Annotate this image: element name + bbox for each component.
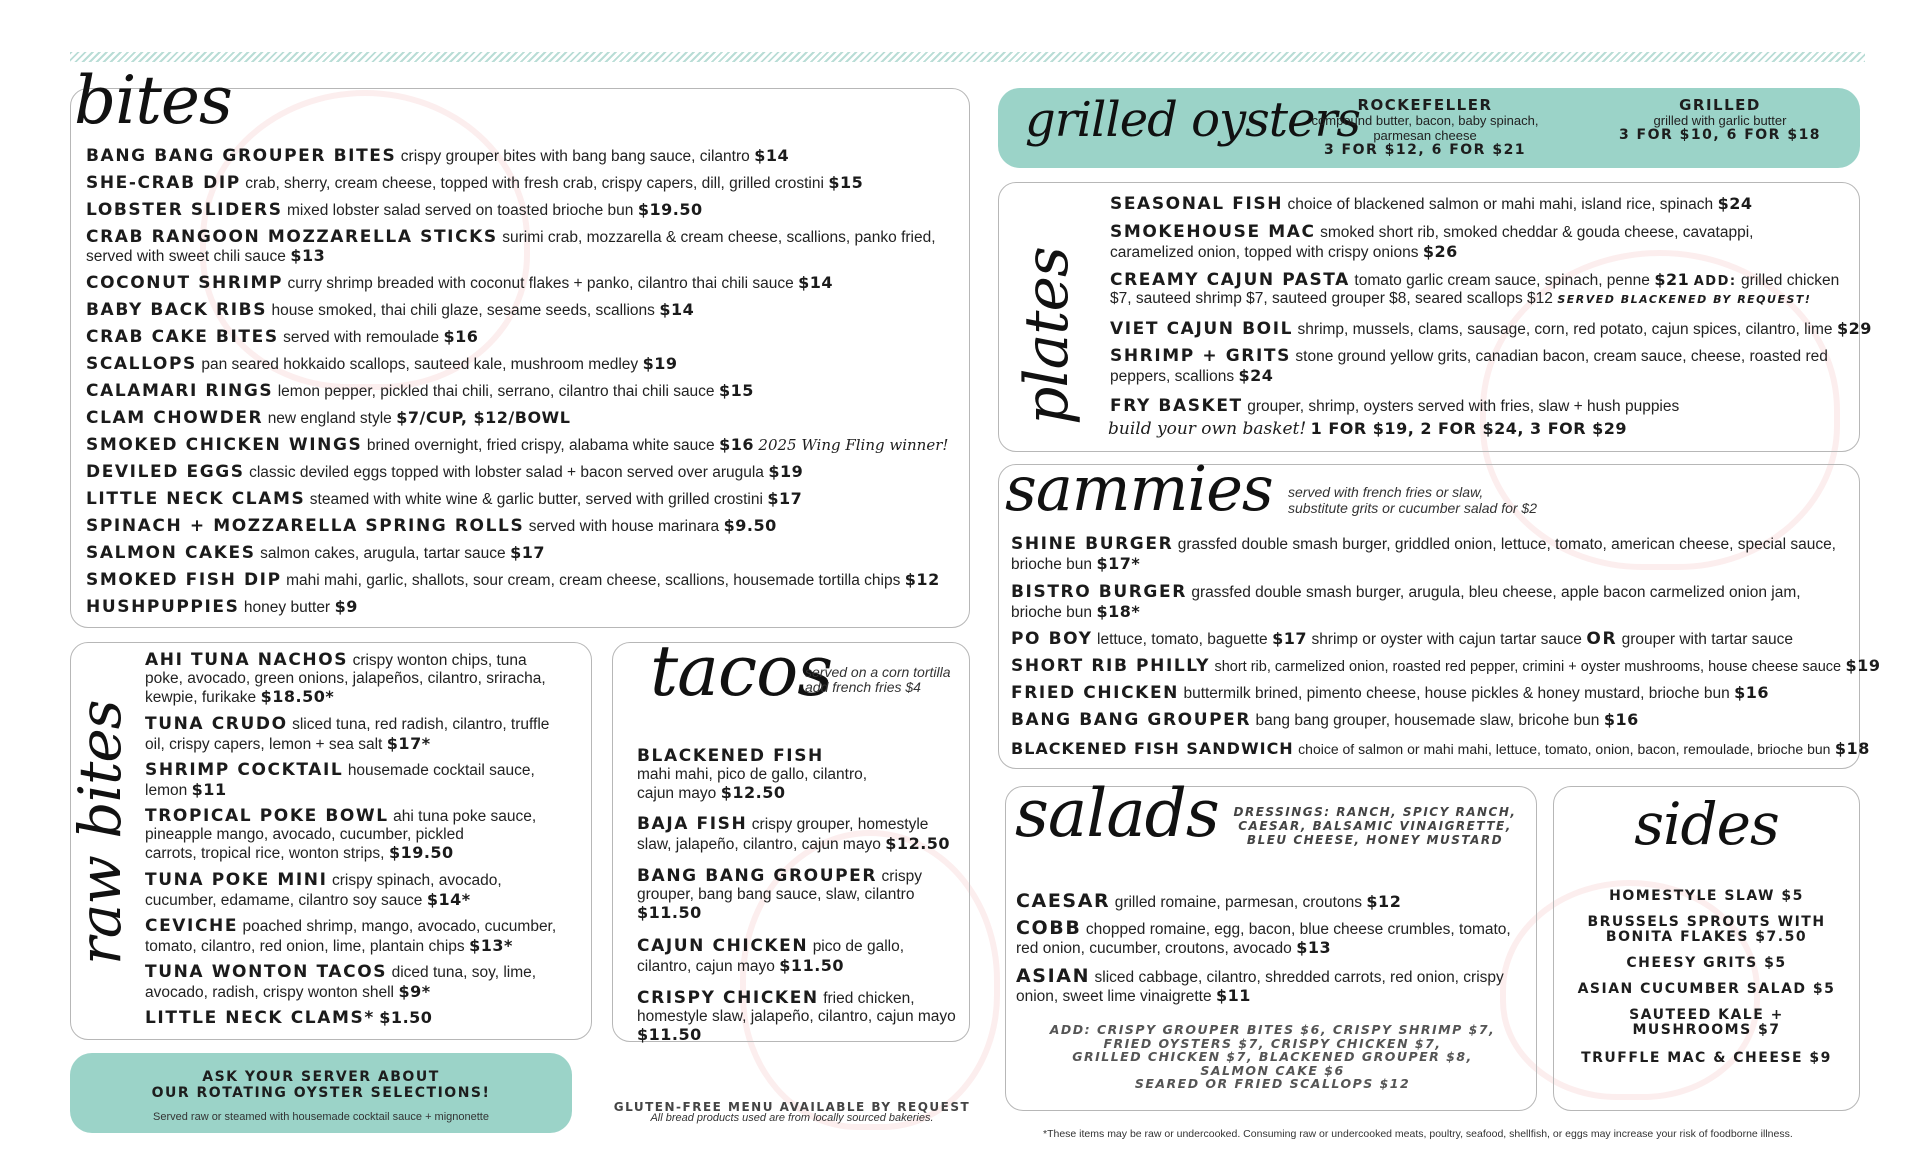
list-item: SHINE BURGER grassfed double smash burger, griddled onion, lettuce, tomato, american cheese, special sauce, brioche bun $17* bbox=[1011, 534, 1836, 573]
list-item: HOMESTYLE SLAW $5 bbox=[1609, 888, 1804, 904]
list-item: DEVILED EGGS classic deviled eggs topped with lobster salad + bacon served over arugula $19 bbox=[86, 462, 804, 482]
list-item: BAJA FISH crispy grouper, homestyle slaw, jalapeño, cilantro, cajun mayo $12.50 bbox=[637, 814, 951, 853]
list-item: BANG BANG GROUPER bang bang grouper, housemade slaw, bricohe bun $16 bbox=[1011, 710, 1639, 730]
plates-title: plates bbox=[1012, 247, 1082, 425]
list-item: COCONUT SHRIMP curry shrimp breaded with coconut flakes + panko, cilantro thai chili sauce $14 bbox=[86, 273, 834, 293]
list-item: SHORT RIB PHILLY short rib, carmelized onion, roasted red pepper, crimini + oyster mushrooms, house cheese sauce $19 bbox=[1011, 656, 1881, 676]
list-item: SMOKED FISH DIP mahi mahi, garlic, shallots, sour cream, cream cheese, scallions, housemade tortilla chips $12 bbox=[86, 570, 940, 590]
list-item: FRY BASKET grouper, shrimp, oysters served with fries, slaw + hush puppies bbox=[1110, 396, 1680, 416]
sammies-note: served with french fries or slaw, substitute grits or cucumber salad for $2 bbox=[1288, 484, 1538, 516]
list-item: SALMON CAKES salmon cakes, arugula, tartar sauce $17 bbox=[86, 543, 545, 563]
salads-title: salads bbox=[1015, 775, 1219, 852]
list-item: SPINACH + MOZZARELLA SPRING ROLLS served with house marinara $9.50 bbox=[86, 516, 777, 536]
list-item: BLACKENED FISH mahi mahi, pico de gallo, cilantro, cajun mayo $12.50 bbox=[637, 746, 868, 802]
list-item: SHE-CRAB DIP crab, sherry, cream cheese, topped with fresh crab, crispy capers, dill, grilled crostini $15 bbox=[86, 173, 864, 193]
list-item: ASIAN CUCUMBER SALAD $5 bbox=[1577, 981, 1836, 997]
list-item: CEVICHE poached shrimp, mango, avocado, cucumber, tomato, cilantro, red onion, lime, plantain chips $13* bbox=[145, 916, 557, 955]
list-item: VIET CAJUN BOIL shrimp, mussels, clams, sausage, corn, red potato, cajun spices, cilantro, lime $29 bbox=[1110, 319, 1872, 339]
salad-add-ons: ADD: CRISPY GROUPER BITES $6, CRISPY SHRIMP $7, FRIED OYSTERS $7, CRISPY CHICKEN $7, GRILLED CHICKEN $7, BLACKENED GROUPER $8, SALMON CAKE $6 SEARED OR FRIED SCALLOPS $12 bbox=[1049, 1022, 1496, 1091]
list-item: HUSHPUPPIES honey butter $9 bbox=[86, 597, 358, 617]
list-item: ASIAN sliced cabbage, cilantro, shredded carrots, red onion, crispy onion, sweet lime vinaigrette $11 bbox=[1016, 965, 1504, 1005]
grilled-oysters-title: grilled oysters bbox=[1025, 92, 1361, 148]
list-item: SEASONAL FISH choice of blackened salmon or mahi mahi, island rice, spinach $24 bbox=[1110, 194, 1753, 214]
list-item: BISTRO BURGER grassfed double smash burger, arugula, bleu cheese, apple bacon carmelized onion jam, brioche bun $18* bbox=[1011, 582, 1801, 621]
list-item: CREAMY CAJUN PASTA tomato garlic cream sauce, spinach, penne $21 ADD: grilled chicken $7, sauteed shrimp $7, sauteed grouper $8, seared scallops $12 SERVED BLACKENED BY REQUEST! bbox=[1110, 270, 1840, 307]
list-item: CLAM CHOWDER new england style $7/CUP, $12/BOWL bbox=[86, 408, 571, 428]
banner-line-1: ASK YOUR SERVER ABOUT bbox=[202, 1069, 440, 1085]
dressings-list: DRESSINGS: RANCH, SPICY RANCH, CAESAR, BALSAMIC VINAIGRETTE, BLEU CHEESE, HONEY MUSTARD bbox=[1233, 805, 1517, 847]
list-item: BANG BANG GROUPER crispy grouper, bang bang sauce, slaw, cilantro $11.50 bbox=[637, 866, 923, 922]
oyster-selection-banner bbox=[70, 1053, 572, 1133]
list-item: TROPICAL POKE BOWL ahi tuna poke sauce, pineapple mango, avocado, cucumber, pickled carrots, tropical rice, wonton strips, $19.50 bbox=[145, 806, 537, 862]
list-item: CRISPY CHICKEN fried chicken, homestyle slaw, jalapeño, cilantro, cajun mayo $11.50 bbox=[637, 988, 956, 1044]
list-item: SMOKEHOUSE MAC smoked short rib, smoked cheddar & gouda cheese, cavatappi, caramelized onion, topped with crispy onions $26 bbox=[1110, 222, 1754, 261]
tacos-title: tacos bbox=[650, 630, 833, 712]
list-item: BANG BANG GROUPER BITES crispy grouper bites with bang bang sauce, cilantro $14 bbox=[86, 146, 790, 166]
list-item: BRUSSELS SPROUTS WITH bbox=[1587, 914, 1826, 930]
list-item-cont: MUSHROOMS $7 bbox=[1632, 1022, 1781, 1038]
wing-fling-note: 2025 Wing Fling winner! bbox=[758, 436, 949, 454]
sammies-title: sammies bbox=[1005, 452, 1273, 525]
list-item: LITTLE NECK CLAMS* $1.50 bbox=[145, 1008, 433, 1028]
list-item: COBB chopped romaine, egg, bacon, blue cheese crumbles, tomato, red onion, cucumber, croutons, avocado $13 bbox=[1016, 917, 1511, 957]
bread-note: All bread products used are from locally sourced bakeries. bbox=[650, 1112, 934, 1124]
sides-list bbox=[1553, 888, 1860, 1067]
list-item: TUNA POKE MINI crispy spinach, avocado, cucumber, edamame, cilantro soy sauce $14* bbox=[145, 870, 502, 909]
list-item: TUNA WONTON TACOS diced tuna, soy, lime, avocado, radish, crispy wonton shell $9* bbox=[145, 962, 537, 1001]
list-item: BLACKENED FISH SANDWICH choice of salmon or mahi mahi, lettuce, tomato, onion, bacon, remoulade, brioche bun $18 bbox=[1011, 739, 1870, 758]
list-item: AHI TUNA NACHOS crispy wonton chips, tuna poke, avocado, green onions, jalapeños, cilantro, sriracha, kewpie, furikake $18.50* bbox=[145, 650, 546, 706]
tacos-note: served on a corn tortilla add french fries $4 bbox=[805, 664, 951, 695]
gluten-free-note: GLUTEN-FREE MENU AVAILABLE BY REQUEST bbox=[613, 1100, 971, 1114]
list-item: SMOKED CHICKEN WINGS brined overnight, fried crispy, alabama white sauce $16 2025 Wing Fling winner! bbox=[86, 435, 949, 455]
list-item: TUNA CRUDO sliced tuna, red radish, cilantro, truffle oil, crispy capers, lemon + sea salt $17* bbox=[145, 714, 550, 753]
list-item: CALAMARI RINGS lemon pepper, pickled thai chili, serrano, cilantro thai chili sauce $15 bbox=[86, 381, 754, 401]
list-item-cont: BONITA FLAKES $7.50 bbox=[1605, 929, 1808, 945]
build-basket-note: build your own basket! bbox=[1108, 419, 1307, 439]
list-item: LITTLE NECK CLAMS steamed with white wine & garlic butter, served with grilled crostini $17 bbox=[86, 489, 803, 509]
list-item: PO BOY lettuce, tomato, baguette $17 shrimp or oyster with cajun tartar sauce OR grouper with tartar sauce bbox=[1011, 629, 1794, 649]
banner-subtext: Served raw or steamed with housemade cocktail sauce + mignonette bbox=[153, 1111, 489, 1123]
list-item: FRIED CHICKEN buttermilk brined, pimento cheese, house pickles & honey mustard, brioche bun $16 bbox=[1011, 683, 1770, 703]
list-item: CHEESY GRITS $5 bbox=[1626, 955, 1787, 971]
sides-title: sides bbox=[1634, 790, 1779, 858]
list-item: CAJUN CHICKEN pico de gallo, cilantro, cajun mayo $11.50 bbox=[637, 936, 905, 975]
list-item: CRAB RANGOON MOZZARELLA STICKS surimi crab, mozzarella & cream cheese, scallions, panko fried, bbox=[86, 227, 936, 247]
rockefeller-option: ROCKEFELLER compound butter, bacon, baby spinach, parmesan cheese 3 FOR $12, 6 FOR $21 bbox=[1311, 96, 1539, 158]
list-item: CAESAR grilled romaine, parmesan, croutons $12 bbox=[1016, 890, 1402, 912]
raw-bites-title: raw bites bbox=[66, 700, 134, 965]
list-item: LOBSTER SLIDERS mixed lobster salad served on toasted brioche bun $19.50 bbox=[86, 200, 703, 220]
list-item: SHRIMP COCKTAIL housemade cocktail sauce, lemon $11 bbox=[145, 760, 535, 799]
list-item-cont: build your own basket! 1 FOR $19, 2 FOR $24, 3 FOR $29 bbox=[1108, 419, 1628, 439]
disclaimer: *These items may be raw or undercooked. Consuming raw or undercooked meats, poultry, seafood, shellfish, or eggs may increase your risk of foodborne illness. bbox=[1043, 1128, 1793, 1140]
list-item: TRUFFLE MAC & CHEESE $9 bbox=[1581, 1050, 1832, 1066]
decorative-stripe bbox=[70, 52, 1865, 62]
list-item: SAUTEED KALE + bbox=[1629, 1007, 1784, 1023]
list-item-cont: served with sweet chili sauce $13 bbox=[86, 246, 326, 265]
list-item: CRAB CAKE BITES served with remoulade $16 bbox=[86, 327, 479, 347]
grilled-option: GRILLED grilled with garlic butter 3 FOR $10, 6 FOR $18 bbox=[1618, 96, 1822, 143]
list-item: SHRIMP + GRITS stone ground yellow grits, canadian bacon, cream sauce, cheese, roasted red peppers, scallions $24 bbox=[1110, 346, 1828, 385]
bites-title: bites bbox=[74, 62, 232, 139]
list-item: SCALLOPS pan seared hokkaido scallops, sauteed kale, mushroom medley $19 bbox=[86, 354, 678, 374]
banner-line-2: OUR ROTATING OYSTER SELECTIONS! bbox=[151, 1085, 491, 1101]
list-item: BABY BACK RIBS house smoked, thai chili glaze, sesame seeds, scallions $14 bbox=[86, 300, 695, 320]
